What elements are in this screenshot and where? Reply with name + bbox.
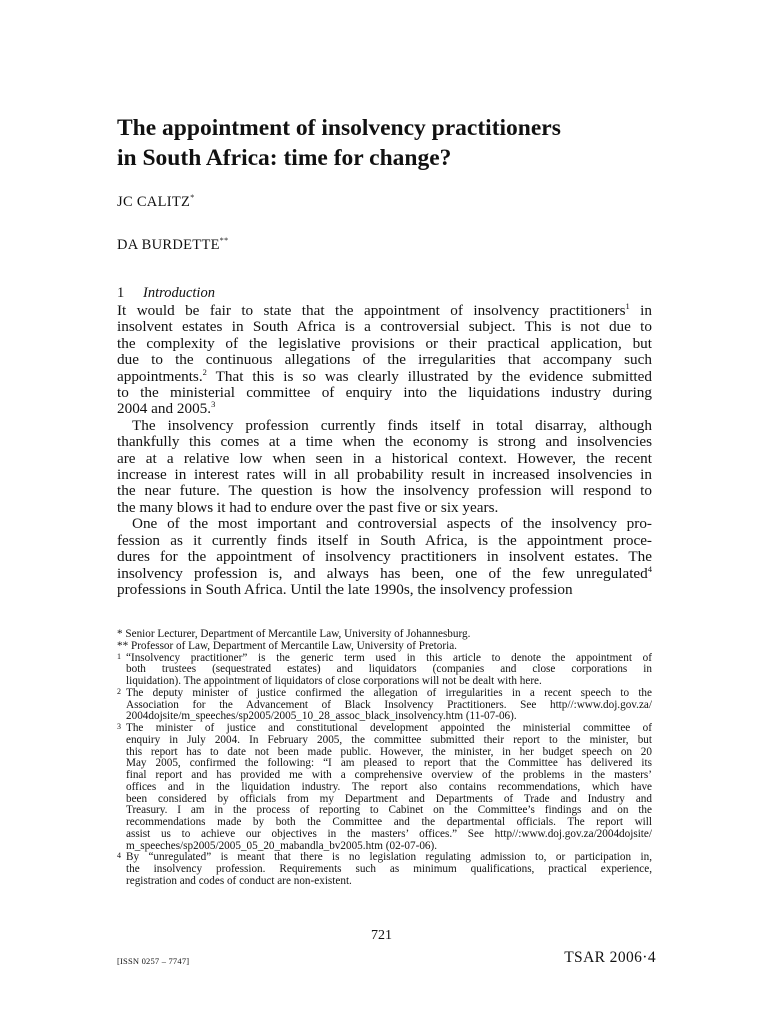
page-number: 721 xyxy=(371,928,392,943)
body-text xyxy=(117,300,652,598)
footnote-number: 1 xyxy=(117,651,121,661)
author-1 xyxy=(117,193,195,211)
body-text-segment: insolvency profession is, and always has been, one of the few unregulated xyxy=(117,564,648,582)
footnote-line: offices and in the liquidation industry. The report also contains recommendations, which have xyxy=(126,780,652,793)
body-text-segment: due to the continuous allegations of the irregularities that accompany such xyxy=(117,351,652,369)
footnote-reference: 2 xyxy=(202,366,207,377)
body-text-segment: the near future. The question is how the insolvency profession will respond to xyxy=(117,482,652,500)
footnote-reference: 4 xyxy=(647,563,652,574)
body-text-segment: increase in interest rates will in all probability result in increased insolvencies in xyxy=(117,466,652,484)
body-line xyxy=(117,434,652,450)
footnote-reference: 3 xyxy=(211,399,216,410)
footnotes xyxy=(117,629,652,888)
footnote-line: ** Professor of Law, Department of Mercantile Law, University of Pretoria. xyxy=(117,639,457,652)
body-line xyxy=(117,300,652,319)
author-name: DA BURDETTE xyxy=(117,236,220,253)
footnote-line: Association for the Advancement of Black Insolvency Practitioners. See http//:www.doj.gov.za/ xyxy=(126,698,652,711)
author-name: JC CALITZ xyxy=(117,193,191,210)
author-2 xyxy=(117,236,228,254)
section-title: Introduction xyxy=(143,285,215,301)
body-line xyxy=(117,563,652,582)
body-text-segment: One of the most important and controversial aspects of the insolvency pro- xyxy=(132,515,652,533)
issn-label: [ISSN 0257 – 7747] xyxy=(117,956,190,966)
footnote xyxy=(117,629,652,641)
footnote-line: Treasury. I am in the process of reporting to Cabinet on the Committee’s findings and on the xyxy=(126,804,652,817)
body-text-segment: professions in South Africa. Until the late 1990s, the insolvency profession xyxy=(117,580,573,598)
body-line xyxy=(117,533,652,549)
footnote-line: enquiry in July 2004. In February 2005, the committee submitted their report to the minister, but xyxy=(126,733,652,746)
author-footnote-mark: * xyxy=(190,193,195,202)
journal-label: TSAR 2006·4 xyxy=(564,949,656,966)
footnote-line: assist us to achieve our objectives in the masters’ offices.” See http//:www.doj.gov.za/2004dojsite/ xyxy=(126,827,652,840)
body-line xyxy=(117,401,652,417)
body-text-segment: fession as it currently finds itself in South Africa, is the appointment proce- xyxy=(117,531,652,549)
body-text-segment: to the ministerial committee of enquiry into the liquidations industry during xyxy=(117,384,652,402)
footnote xyxy=(117,653,652,688)
body-line xyxy=(117,451,652,467)
footnote-line: this report has to date not been made public. However, the minister, in her budget speech on 20 xyxy=(126,745,652,758)
footnote-line: * Senior Lecturer, Department of Mercantile Law, University of Johannesburg. xyxy=(117,628,471,640)
section-heading xyxy=(117,285,215,302)
title-line-1: The appointment of insolvency practitioners xyxy=(117,115,561,141)
body-text-segment: are at a relative low when seen in a historical context. However, the recent xyxy=(117,449,652,467)
body-text-segment: 2004 and 2005. xyxy=(117,400,212,418)
footnote xyxy=(117,852,652,887)
body-text-segment: That this is so was clearly illustrated by the evidence submitted xyxy=(206,367,652,385)
footnote-line: m_speeches/sp2005/2005_05_20_mabandla_bv2005.htm (02-07-06). xyxy=(126,839,438,852)
body-text-segment: appointments. xyxy=(117,367,203,385)
footnote-line: registration and codes of conduct are non-existent. xyxy=(126,874,352,887)
body-line xyxy=(117,467,652,483)
body-text-segment: in xyxy=(629,302,652,319)
footnote-line: liquidation). The appointment of liquidators of close corporations will not be dealt with here. xyxy=(126,675,542,687)
footnote xyxy=(117,688,652,723)
footnote-line: been considered by officials from my Department and Departments of Trade and Industry and xyxy=(126,792,652,805)
footnote xyxy=(117,641,652,653)
article-title xyxy=(117,113,657,173)
body-text-segment: the many blows it had to endure over the past five or six years. xyxy=(117,498,499,516)
body-text-segment: dures for the appointment of insolvency practitioners in insolvent estates. The xyxy=(117,548,652,566)
author-footnote-mark: ** xyxy=(219,236,229,245)
footnote-line: recommendations made by both the Committee and the departmental officials. The report will xyxy=(126,816,652,828)
footnote-reference: 1 xyxy=(625,300,630,311)
body-line xyxy=(117,483,652,499)
body-line xyxy=(117,385,652,401)
body-line xyxy=(117,336,652,352)
section-number: 1 xyxy=(117,285,125,301)
body-line xyxy=(117,319,652,335)
footnote-number: 2 xyxy=(117,686,121,696)
body-line xyxy=(117,418,652,434)
footnote-line: final report and has provided me with a comprehensive overview of the problems in the masters’ xyxy=(126,769,652,781)
body-text-segment: insolvent estates in South Africa is a controversial subject. This is not due to xyxy=(117,318,652,336)
footnote-number: 4 xyxy=(117,851,121,861)
body-text-segment: The insolvency profession currently finds itself in total disarray, although xyxy=(132,416,652,434)
body-text-segment: thankfully this comes at a time when the economy is strong and insolvencies xyxy=(117,433,652,451)
body-line xyxy=(117,549,652,565)
body-line xyxy=(117,516,652,532)
body-line xyxy=(117,352,652,368)
footnote-line: “Insolvency practitioner” is the generic term used in this article to denote the appointment of xyxy=(126,651,652,664)
footnote-line: 2004dojsite/m_speeches/sp2005/2005_10_28_assoc_black_insolvency.htm (11-07-06). xyxy=(126,710,517,723)
title-line-2: in South Africa: time for change? xyxy=(117,145,452,171)
footnote-line: By “unregulated” is meant that there is no legislation regulating admission to, or participation in, xyxy=(126,851,652,864)
body-line xyxy=(117,582,652,598)
footnote-line: The minister of justice and constitutional development appointed the ministerial committee of xyxy=(126,722,652,734)
body-text-segment: the complexity of the legislative provisions or their practical application, but xyxy=(117,334,652,352)
footnote-line: May 2005, confirmed the following: “I am pleased to report that the Committee has delivered its xyxy=(126,757,652,770)
footnote-line: both trustees (sequestrated estates) and liquidators (companies and close corporations in xyxy=(126,663,652,676)
body-line xyxy=(117,366,652,385)
footnote-number: 3 xyxy=(117,722,121,731)
body-line xyxy=(117,500,652,516)
footnote-line: the insolvency profession. Requirements such as minimum qualifications, practical experience, xyxy=(126,863,652,875)
footnote xyxy=(117,723,652,852)
body-text-segment: It would be fair to state that the appointment of insolvency practitioners xyxy=(117,302,626,319)
footnote-line: The deputy minister of justice confirmed the allegation of irregularities in a recent speech to the xyxy=(126,686,652,699)
